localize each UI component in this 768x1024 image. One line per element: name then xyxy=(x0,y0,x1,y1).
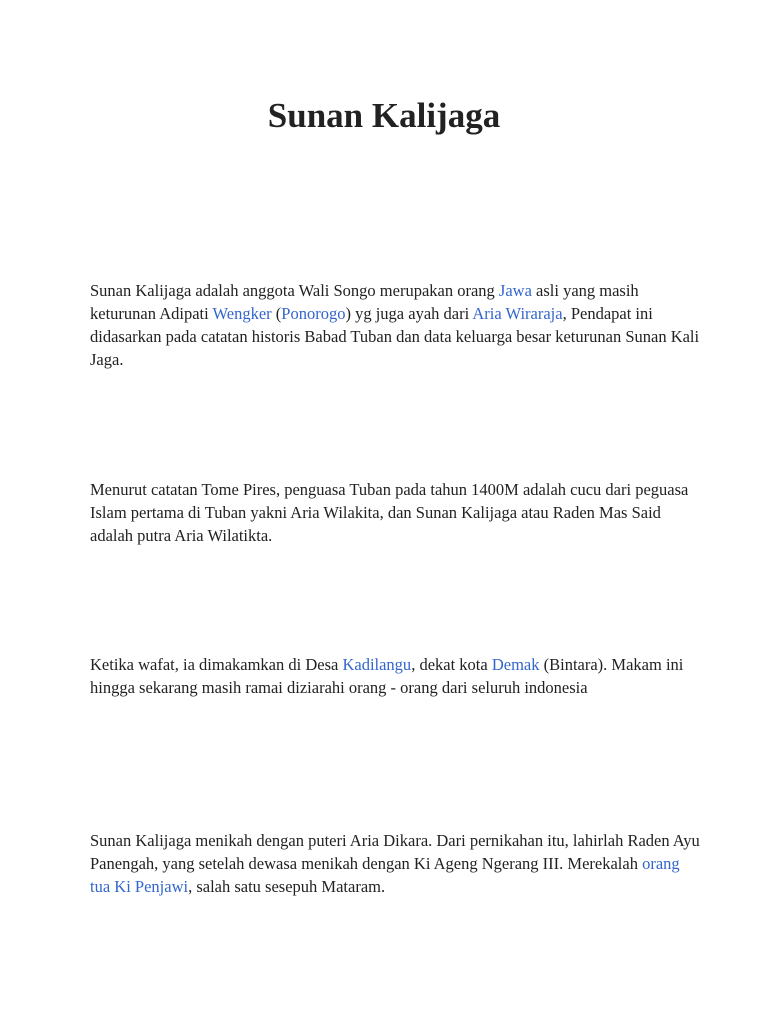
paragraph-text: Ketika wafat, ia dimakamkan di Desa xyxy=(90,655,343,674)
paragraph-text: (Bintara). Makam ini hingga sekarang masih ramai diziarahi orang - orang dari seluruh indonesia xyxy=(90,655,684,697)
page-title: Sunan Kalijaga xyxy=(267,96,501,135)
link-wengker[interactable]: Wengker xyxy=(212,304,272,323)
paragraph-text: Sunan Kalijaga menikah dengan puteri Aria Dikara. Dari pernikahan itu, lahirlah Raden Ayu Panengah, yang setelah dewasa menikah dengan Ki Ageng Ngerang III. Merekalah xyxy=(90,831,700,873)
paragraph-text: asli yang masih keturunan Adipati xyxy=(90,281,639,323)
paragraph-text: ) yg juga ayah dari xyxy=(345,304,473,323)
link-ponorogo[interactable]: Ponorogo xyxy=(281,304,346,323)
paragraph-origin xyxy=(90,279,700,371)
paragraph-text: Sunan Kalijaga adalah anggota Wali Songo merupakan orang xyxy=(90,281,499,300)
link-orang-tua-ki-penjawi[interactable]: orang tua Ki Penjawi xyxy=(90,854,680,896)
paragraph-text: Menurut catatan Tome Pires, penguasa Tuban pada tahun 1400M adalah cucu dari peguasa Islam pertama di Tuban yakni Aria Wilakita, dan Sunan Kalijaga atau Raden Mas Said adalah putra Aria Wilatikta. xyxy=(90,480,689,545)
link-demak[interactable]: Demak xyxy=(491,655,540,674)
paragraph-text: , salah satu sesepuh Mataram. xyxy=(188,877,386,896)
paragraph-text: ( xyxy=(271,304,282,323)
link-jawa[interactable]: Jawa xyxy=(498,281,532,300)
paragraph-text: , dekat kota xyxy=(411,655,492,674)
paragraph-tome-pires xyxy=(90,478,700,547)
paragraph-marriage xyxy=(90,829,700,898)
link-kadilangu[interactable]: Kadilangu xyxy=(342,655,412,674)
link-aria-wiraraja[interactable]: Aria Wiraraja xyxy=(472,304,563,323)
paragraph-text: , Pendapat ini didasarkan pada catatan historis Babad Tuban dan data keluarga besar keturunan Sunan Kali Jaga. xyxy=(90,304,700,369)
paragraph-burial xyxy=(90,653,700,699)
